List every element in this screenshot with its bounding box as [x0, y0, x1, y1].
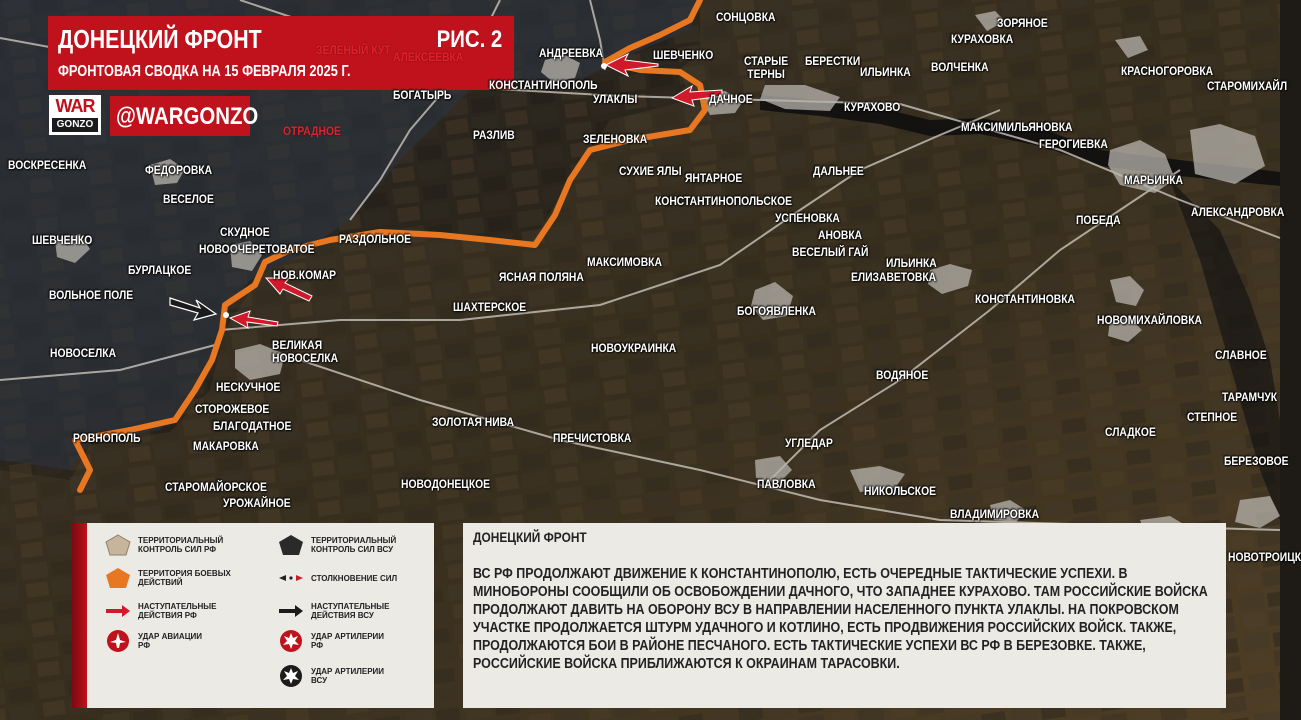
legend-item [277, 664, 421, 688]
legend-label: ТЕРРИТОРИАЛЬНЫЙ КОНТРОЛЬ СИЛ ВСУ [311, 536, 397, 554]
map-label: ВЕЛИКАЯ НОВОСЕЛКА [272, 338, 339, 365]
red-arrow-icon [104, 599, 132, 623]
map-label: ПОБЕДА [1076, 213, 1121, 227]
map-label: НОВ.КОМАР [273, 268, 337, 282]
map-label: КОНСТАНТИНОПОЛЬСКОЕ [655, 194, 792, 208]
aviation-strike-icon [104, 629, 132, 653]
map-label: АНОВКА [818, 228, 863, 242]
map-label: ВОДЯНОЕ [876, 368, 929, 382]
map-label: БЛАГОДАТНОЕ [213, 419, 292, 433]
map-label: АНДРЕЕВКА [539, 46, 604, 60]
legend-item [277, 629, 421, 653]
map-label: СЛАДКОЕ [1105, 425, 1156, 439]
map-label: НОВОМИХАЙЛОВКА [1097, 313, 1202, 327]
map-label: ВЕСЕЛОЕ [163, 192, 214, 206]
legend-item [277, 533, 421, 557]
map-label: АЛЕКСЕЕВКА [393, 50, 464, 64]
map-label: ДАЛЬНЕЕ [813, 164, 864, 178]
map-label: ЗЕЛЕНЫЙ КУТ [316, 43, 391, 57]
map-label: ПАВЛОВКА [757, 477, 816, 491]
map-label: БОГОЯВЛЕНКА [737, 304, 816, 318]
map-label: ЕЛИЗАВЕТОВКА [851, 270, 937, 284]
map-label: МАКСИМОВКА [587, 255, 662, 269]
map-label: ТАРАМЧУК [1222, 390, 1278, 404]
map-label: НОВООЧЕРЕТОВАТОЕ [199, 242, 315, 256]
map-label: БЕРЕЗОВОЕ [1224, 454, 1289, 468]
pentagon-rf-control-icon [104, 533, 132, 557]
map-label: НОВОУКРАИНКА [591, 341, 677, 355]
map-label: ГЕРОГИЕВКА [1039, 137, 1108, 151]
map-label: РАЗЛИВ [473, 128, 515, 142]
map-label: ВОЛЬНОЕ ПОЛЕ [49, 288, 134, 302]
legend-label: УДАР АРТИЛЕРИИ РФ [311, 632, 385, 650]
map-label: ФЕДОРОВКА [145, 163, 213, 177]
legend-item [104, 533, 248, 557]
map-label: НЕСКУЧНОЕ [216, 380, 281, 394]
map-label: СЛАВНОЕ [1215, 348, 1267, 362]
map-label: СУХИЕ ЯЛЫ [619, 164, 682, 178]
legend-label: НАСТУПАТЕЛЬНЫЕ ДЕЙСТВИЯ ВСУ [311, 602, 390, 620]
logo-word: WAR [55, 96, 95, 116]
map-label: ИЛЬИНКА [886, 256, 937, 270]
map-label: ШЕВЧЕНКО [653, 48, 714, 62]
map-label: ВОСКРЕСЕНКА [8, 158, 87, 172]
map-label: ПРЕЧИСТОВКА [553, 431, 632, 445]
map-label: ВЕСЕЛЫЙ ГАЙ [792, 245, 869, 259]
map-label: СКУДНОЕ [220, 225, 270, 239]
map-label: БОГАТЫРЬ [393, 88, 452, 102]
legend-label: СТОЛКНОВЕНИЕ СИЛ [311, 573, 398, 583]
report-body: ВС РФ ПРОДОЛЖАЮТ ДВИЖЕНИЕ К КОНСТАНТИНОПОЛЮ, ЕСТЬ ОЧЕРЕДНЫЕ ТАКТИЧЕСКИЕ УСПЕХИ. В МИНОБОРОНЫ СООБЩИЛИ ОБ ОСВОБОЖДЕНИИ ДАЧНОГО, ЧТО ЗАПАДНЕЕ КУРАХОВО. ТАМ РОССИЙСКИЕ ВОЙСКА ПРОДОЛЖАЮТ ДАВИТЬ НА ОБОРОНУ ВСУ В НАПРАВЛЕНИИ НАСЕЛЕННОГО ПУНКТА УЛАКЛЫ. НА ПОКРОВСКОМ УЧАСТКЕ ПРОДОЛЖАЕТСЯ ШТУРМ УДАЧНОГО И КОТЛИНО, ЕСТЬ ПРОДВИЖЕНИЯ РОССИЙСКИХ ВОЙСК. ТАКЖЕ, ПРОДОЛЖАЮТСЯ БОИ В РАЙОНЕ ПЕСЧАНОГО. ЕСТЬ ТАКТИЧЕСКИЕ УСПЕХИ ВС РФ В БЕРЕЗОВКЕ. ТАКЖЕ, РОССИЙСКИЕ ВОЙСКА ПРИБЛИЖАЮТСЯ К ОКРАИНАМ ТАРАСОВКИ. [473, 566, 1208, 672]
map-label: МАКСИМИЛЬЯНОВКА [961, 120, 1073, 134]
logo-sub: GONZO [52, 118, 98, 132]
legend-item [277, 599, 421, 623]
legend-accent-bar [72, 523, 87, 708]
map-label: ЗОЛОТАЯ НИВА [432, 415, 515, 429]
map-label: ШЕВЧЕНКО [32, 233, 93, 247]
map-label: ЗОРЯНОЕ [997, 16, 1048, 30]
map-label: ЯСНАЯ ПОЛЯНА [499, 270, 584, 284]
legend-label: ТЕРРИТОРИАЛЬНЫЙ КОНТРОЛЬ СИЛ РФ [138, 536, 224, 554]
artillery-strike-afu-icon [277, 664, 305, 688]
figure-number: РИС. 2 [436, 26, 502, 53]
wargonzo-logo [49, 95, 101, 135]
page-subtitle: ФРОНТОВАЯ СВОДКА НА 15 ФЕВРАЛЯ 2025 Г. [58, 63, 351, 80]
map-label: УСПЕНОВКА [775, 211, 840, 225]
map-label: ВОЛЧЕНКА [931, 60, 989, 74]
pentagon-afu-control-icon [277, 533, 305, 557]
map-label: МАКАРОВКА [193, 439, 259, 453]
map-label: ИЛЬИНКА [860, 65, 911, 79]
pentagon-combat-zone-icon [104, 566, 132, 590]
channel-handle [110, 96, 259, 136]
map-label: ДАЧНОЕ [709, 92, 753, 106]
map-label: БЕРЕСТКИ [805, 54, 861, 68]
black-arrow-icon [277, 599, 305, 623]
legend-item [104, 599, 248, 623]
map-label: КУРАХОВКА [951, 32, 1014, 46]
map-label: СТАРОМИХАЙЛ [1207, 79, 1288, 93]
report-panel [463, 523, 1226, 708]
legend-item [104, 566, 248, 590]
map-label: СТЕПНОЕ [1187, 410, 1238, 424]
map-label: РАЗДОЛЬНОЕ [339, 232, 412, 246]
map-label: УГЛЕДАР [785, 436, 833, 450]
page-title: ДОНЕЦКИЙ ФРОНТ [58, 24, 262, 54]
map-legend [72, 523, 434, 708]
map-label: ШАХТЕРСКОЕ [453, 300, 527, 314]
map-label: ВЛАДИМИРОВКА [950, 507, 1040, 521]
legend-label: ТЕРРИТОРИЯ БОЕВЫХ ДЕЙСТВИЙ [138, 569, 231, 587]
artillery-strike-rf-icon [277, 629, 305, 653]
map-label: АЛЕКСАНДРОВКА [1191, 205, 1285, 219]
legend-item [277, 566, 421, 590]
map-label: МАРЬИНКА [1124, 173, 1183, 187]
map-label: УРОЖАЙНОЕ [223, 496, 291, 510]
map-label: КОНСТАНТИНОПОЛЬ [489, 78, 598, 92]
map-label: КУРАХОВО [844, 100, 901, 114]
legend-item [104, 629, 248, 653]
map-label: РОВНОПОЛЬ [73, 431, 141, 445]
clash-arrows-icon [277, 566, 305, 590]
map-label: СОНЦОВКА [716, 10, 776, 24]
legend-label: УДАР АРТИЛЕРИИ ВСУ [311, 667, 385, 685]
report-title: ДОНЕЦКИЙ ФРОНТ [473, 529, 587, 545]
legend-label: УДАР АВИАЦИИ РФ [138, 632, 203, 650]
map-label: НОВОДОНЕЦКОЕ [401, 477, 491, 491]
map-label: НОВОТРОИЦК [1228, 550, 1301, 564]
map-label: КРАСНОГОРОВКА [1121, 64, 1214, 78]
map-label: КОНСТАНТИНОВКА [975, 292, 1075, 306]
map-label: СТОРОЖЕВОЕ [195, 402, 270, 416]
map-label: НОВОСЕЛКА [50, 346, 117, 360]
map-label: СТАРОМАЙОРСКОЕ [165, 480, 267, 494]
map-label: УЛАКЛЫ [593, 92, 638, 106]
map-label: БУРЛАЦКОЕ [128, 263, 192, 277]
map-label: ЗЕЛЕНОВКА [583, 132, 648, 146]
map-label: ОТРАДНОЕ [283, 124, 341, 138]
map-label: СТАРЫЕ ТЕРНЫ [744, 54, 789, 81]
legend-label: НАСТУПАТЕЛЬНЫЕ ДЕЙСТВИЯ РФ [138, 602, 217, 620]
map-label: ЯНТАРНОЕ [685, 171, 743, 185]
map-label: НИКОЛЬСКОЕ [864, 484, 937, 498]
handle-text: @WARGONZO [116, 103, 259, 130]
